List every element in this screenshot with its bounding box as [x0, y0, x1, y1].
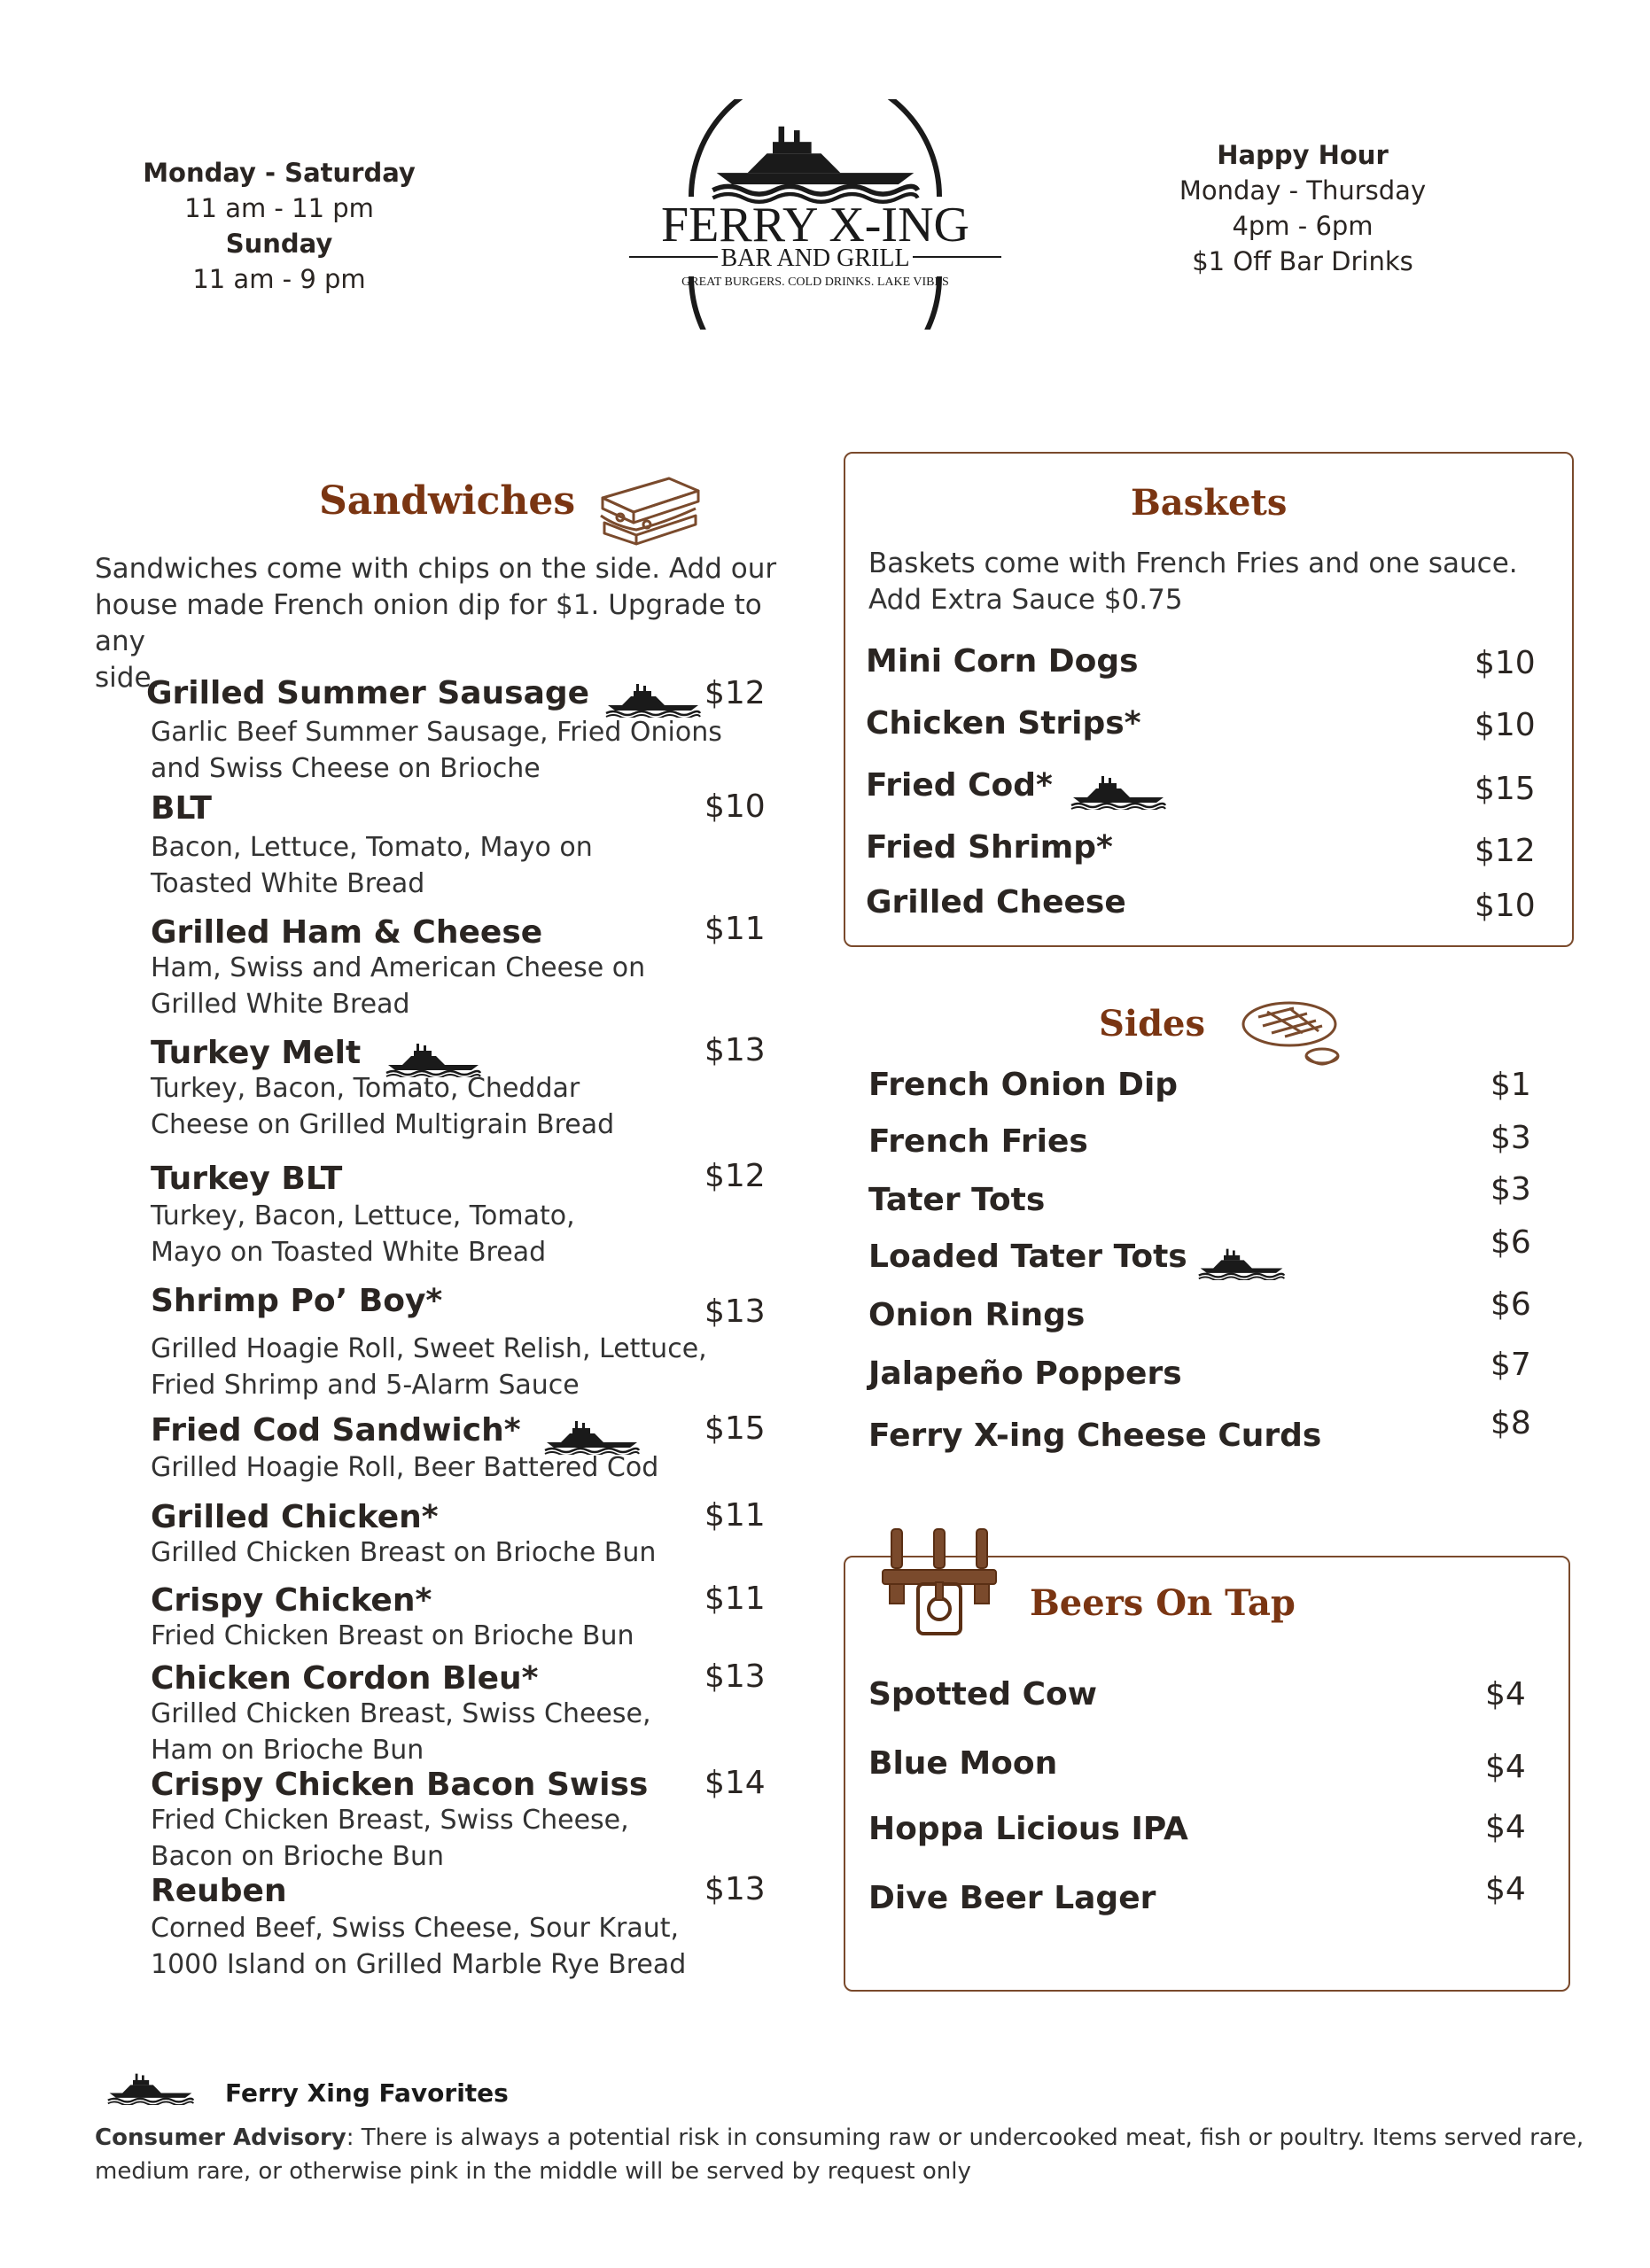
item-description — [151, 950, 645, 1022]
desc-line: Fried Shrimp and 5-Alarm Sauce — [151, 1370, 580, 1401]
desc-line: Turkey, Bacon, Tomato, Cheddar — [151, 1073, 580, 1104]
happy-hour — [1134, 137, 1471, 279]
desc-line: Grilled Hoagie Roll, Beer Battered Cod — [151, 1452, 659, 1483]
happy-hour-title: Happy Hour — [1217, 140, 1389, 170]
item-price: $12 — [704, 675, 766, 711]
beer-item-name: Dive Beer Lager — [868, 1880, 1156, 1916]
item-description — [151, 1618, 634, 1654]
desc-line: Grilled White Bread — [151, 989, 410, 1020]
item-description — [151, 829, 593, 902]
item-name: Crispy Chicken* — [151, 1582, 432, 1619]
desc-line: Bacon on Brioche Bun — [151, 1841, 444, 1872]
item-name: Chicken Cordon Bleu* — [151, 1660, 539, 1697]
hours-weekday-time: 11 am - 11 pm — [184, 193, 374, 223]
item-price: $11 — [704, 1581, 766, 1617]
desc-line: Ham, Swiss and American Cheese on — [151, 952, 646, 983]
basket-item-price: $10 — [1475, 707, 1536, 743]
basket-item-price: $10 — [1475, 645, 1536, 681]
item-name: Reuben — [151, 1873, 287, 1909]
beer-tap-icon — [877, 1526, 1001, 1644]
opening-hours — [89, 155, 470, 297]
desc-line: Toasted White Bread — [151, 868, 425, 899]
fries-icon — [1241, 990, 1347, 1074]
basket-item-price: $15 — [1475, 771, 1536, 807]
intro-line: Sandwiches come with chips on the side. Add our — [95, 553, 777, 585]
item-price: $13 — [704, 1871, 766, 1907]
side-item-price: $3 — [1490, 1171, 1531, 1208]
item-price: $12 — [704, 1158, 766, 1194]
sides-title: Sides — [1099, 1003, 1206, 1045]
desc-line: Fried Chicken Breast on Brioche Bun — [151, 1620, 634, 1651]
basket-item-name: Fried Cod* — [866, 767, 1053, 804]
beers-title: Beers On Tap — [1030, 1582, 1296, 1624]
side-item-price: $1 — [1490, 1067, 1531, 1103]
basket-item-name: Mini Corn Dogs — [866, 643, 1139, 680]
side-item-price: $8 — [1490, 1405, 1531, 1441]
favorite-ferry-icon — [604, 682, 702, 718]
side-item-price: $6 — [1490, 1286, 1531, 1323]
desc-line: Grilled Hoagie Roll, Sweet Relish, Lettuce, — [151, 1333, 707, 1364]
beer-item-name: Hoppa Licious IPA — [868, 1811, 1188, 1847]
sandwiches-title: Sandwiches — [319, 478, 576, 524]
hours-weekday-label: Monday - Saturday — [143, 158, 416, 188]
side-item-name: French Fries — [868, 1123, 1088, 1160]
desc-line: and Swiss Cheese on Brioche — [151, 753, 541, 784]
item-description — [151, 714, 722, 787]
item-name: Grilled Chicken* — [151, 1499, 439, 1535]
basket-item-name: Chicken Strips* — [866, 705, 1141, 742]
basket-item-price: $12 — [1475, 833, 1536, 869]
item-description — [151, 1198, 575, 1270]
favorites-legend: Ferry Xing Favorites — [225, 2078, 509, 2108]
advisory-label: Consumer Advisory — [95, 2124, 346, 2151]
beer-item-name: Spotted Cow — [868, 1676, 1097, 1713]
baskets-box — [844, 452, 1574, 947]
side-item-name: Tater Tots — [868, 1182, 1046, 1218]
side-item-price: $6 — [1490, 1224, 1531, 1261]
intro-line: house made French onion dip for $1. Upgrade to any — [95, 589, 762, 657]
desc-line: Bacon, Lettuce, Tomato, Mayo on — [151, 832, 593, 863]
beer-item-price: $4 — [1485, 1676, 1526, 1713]
ferry-xing-logo — [620, 99, 1010, 330]
item-name: Turkey BLT — [151, 1161, 343, 1197]
item-name: Grilled Summer Sausage — [146, 675, 590, 711]
item-description — [151, 1910, 686, 1983]
favorite-ferry-icon — [1070, 774, 1167, 810]
desc-line: Mayo on Toasted White Bread — [151, 1237, 547, 1268]
logo-sub: BAR AND GRILL — [720, 245, 910, 272]
desc-line: Garlic Beef Summer Sausage, Fried Onions — [151, 717, 722, 748]
item-name: Crispy Chicken Bacon Swiss — [151, 1767, 649, 1803]
desc-line: Cheese on Grilled Multigrain Bread — [151, 1109, 615, 1140]
item-name: Fried Cod Sandwich* — [151, 1412, 521, 1449]
side-item-name: French Onion Dip — [868, 1067, 1179, 1103]
item-name: BLT — [151, 790, 212, 827]
desc-line: Ham on Brioche Bun — [151, 1735, 424, 1766]
intro-line: side. — [95, 662, 160, 694]
item-price: $10 — [704, 788, 766, 825]
side-item-name: Jalapeño Poppers — [868, 1355, 1182, 1392]
item-price: $11 — [704, 911, 766, 947]
side-item-price: $3 — [1490, 1120, 1531, 1156]
item-price: $13 — [704, 1032, 766, 1068]
desc-line: Fried Chicken Breast, Swiss Cheese, — [151, 1805, 629, 1836]
beer-item-price: $4 — [1485, 1809, 1526, 1845]
consumer-advisory — [95, 2121, 1601, 2188]
item-description — [151, 1802, 629, 1875]
item-price: $13 — [704, 1658, 766, 1695]
item-description — [151, 1449, 658, 1486]
item-description — [151, 1070, 614, 1143]
menu-item — [866, 767, 1167, 810]
legend-ferry-icon — [106, 2071, 195, 2105]
beer-item-price: $4 — [1485, 1871, 1526, 1907]
happy-hour-time: 4pm - 6pm — [1232, 211, 1374, 241]
intro-line: Baskets come with French Fries and one sauce. — [868, 548, 1518, 579]
side-item-name: Loaded Tater Tots — [868, 1239, 1187, 1275]
desc-line: Corned Beef, Swiss Cheese, Sour Kraut, — [151, 1913, 680, 1944]
menu-item — [151, 1412, 641, 1455]
desc-line: Turkey, Bacon, Lettuce, Tomato, — [151, 1200, 575, 1231]
sandwich-icon — [594, 471, 704, 550]
desc-line: 1000 Island on Grilled Marble Rye Bread — [151, 1949, 687, 1980]
intro-line: Add Extra Sauce $0.75 — [868, 584, 1183, 616]
side-item-name: Onion Rings — [868, 1297, 1086, 1333]
item-description — [151, 1534, 656, 1571]
advisory-text: : There is always a potential risk in consuming raw or undercooked meat, fish or poultry. Items served rare, — [346, 2124, 1584, 2151]
item-description — [151, 1331, 707, 1403]
beer-item-price: $4 — [1485, 1749, 1526, 1785]
desc-line: Grilled Chicken Breast on Brioche Bun — [151, 1537, 657, 1568]
favorite-ferry-icon — [1197, 1247, 1286, 1280]
basket-item-name: Fried Shrimp* — [866, 829, 1113, 866]
beer-item-name: Blue Moon — [868, 1745, 1058, 1782]
baskets-title: Baskets — [1131, 482, 1288, 524]
item-description — [151, 1696, 651, 1768]
menu-item — [146, 675, 702, 718]
hours-sunday-label: Sunday — [225, 229, 333, 259]
side-item-price: $7 — [1490, 1347, 1531, 1383]
menu-item — [868, 1239, 1286, 1280]
item-name: Turkey Melt — [151, 1035, 362, 1071]
side-item-name: Ferry X-ing Cheese Curds — [868, 1418, 1322, 1454]
desc-line: Grilled Chicken Breast, Swiss Cheese, — [151, 1698, 651, 1729]
basket-item-name: Grilled Cheese — [866, 884, 1126, 920]
hours-sunday-time: 11 am - 9 pm — [192, 264, 366, 294]
item-price: $13 — [704, 1293, 766, 1330]
happy-hour-days: Monday - Thursday — [1179, 175, 1427, 206]
happy-hour-deal: $1 Off Bar Drinks — [1192, 246, 1413, 276]
item-name: Shrimp Po’ Boy* — [151, 1283, 443, 1319]
logo-name: FERRY X-ING — [661, 198, 969, 252]
item-price: $14 — [704, 1765, 766, 1801]
logo-tagline: GREAT BURGERS. COLD DRINKS. LAKE VIBES — [681, 276, 949, 289]
baskets-intro — [868, 546, 1542, 618]
item-name: Grilled Ham & Cheese — [151, 914, 543, 951]
advisory-text-2: medium rare, or otherwise pink in the middle will be served by request only — [95, 2158, 971, 2185]
item-price: $15 — [704, 1410, 766, 1447]
item-price: $11 — [704, 1497, 766, 1534]
basket-item-price: $10 — [1475, 888, 1536, 924]
